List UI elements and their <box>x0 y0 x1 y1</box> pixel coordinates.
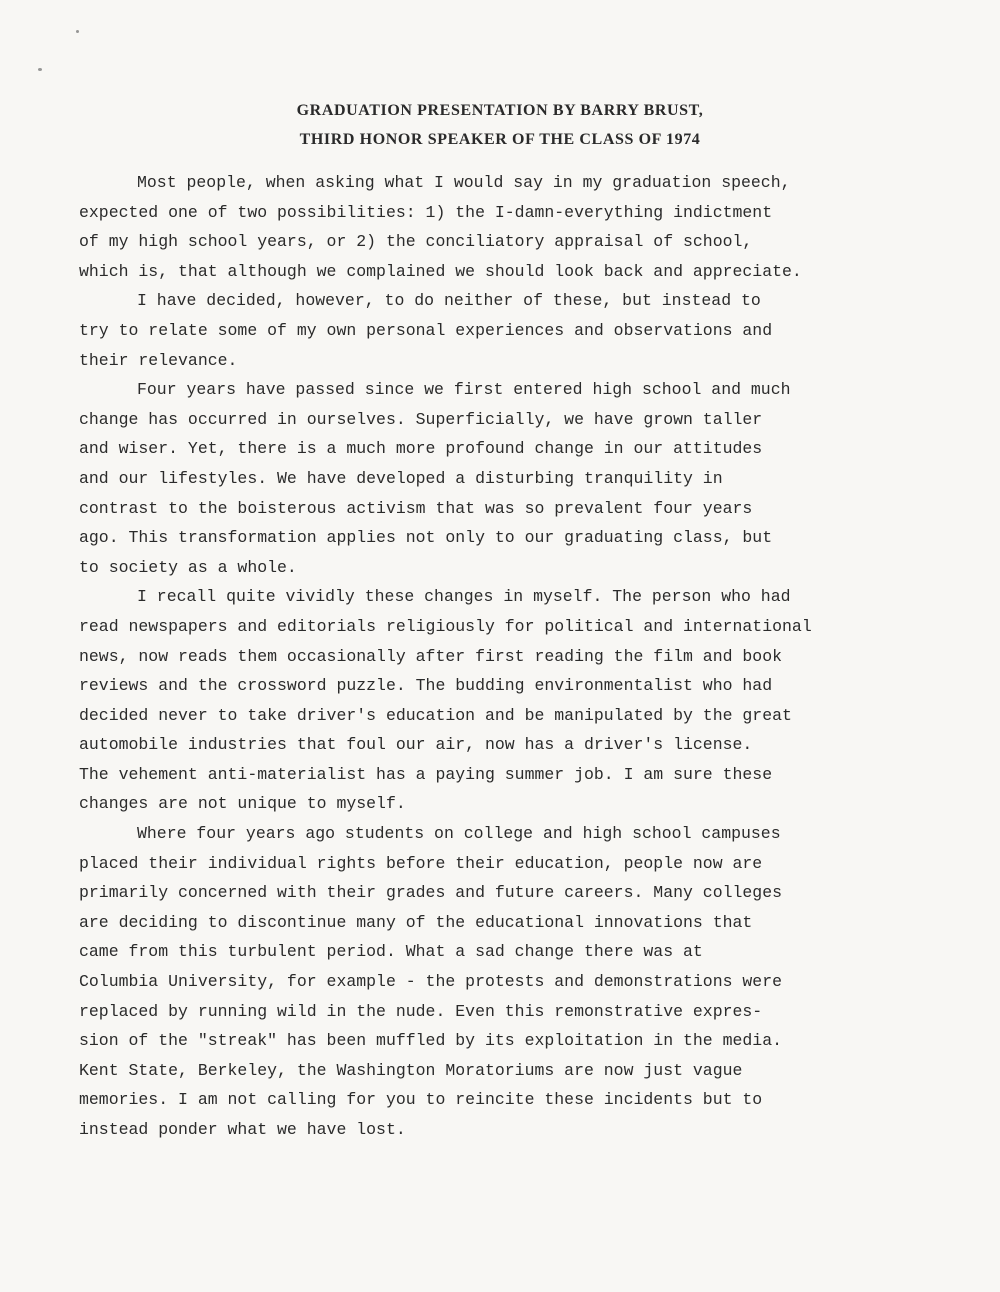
text-line: automobile industries that foul our air, now has a driver's license. <box>79 735 753 755</box>
paper-speck <box>76 30 79 33</box>
text-line: placed their individual rights before their education, people now are <box>79 853 763 873</box>
text-line: to society as a whole. <box>79 557 297 577</box>
text-line: are deciding to discontinue many of the educational innovations that <box>79 912 753 932</box>
text-line: The vehement anti-materialist has a paying summer job. I am sure these <box>79 764 773 784</box>
paragraph-3 <box>79 375 959 582</box>
text-line: decided never to take driver's education and be manipulated by the great <box>79 705 792 725</box>
text-line: primarily concerned with their grades and future careers. Many colleges <box>79 883 783 903</box>
paragraph-4 <box>79 582 959 819</box>
text-line: read newspapers and editorials religiously for political and international <box>79 616 812 636</box>
document-title-line-2: THIRD HONOR SPEAKER OF THE CLASS OF 1974 <box>299 131 701 148</box>
text-line: and our lifestyles. We have developed a disturbing tranquility in <box>79 468 723 488</box>
text-line: I have decided, however, to do neither of these, but instead to <box>137 291 761 311</box>
text-line: Kent State, Berkeley, the Washington Moratoriums are now just vague <box>79 1060 743 1080</box>
text-line: Columbia University, for example - the protests and demonstrations were <box>79 972 783 992</box>
text-line: instead ponder what we have lost. <box>79 1120 406 1139</box>
text-line: try to relate some of my own personal experiences and observations and <box>79 320 773 340</box>
text-line: and wiser. Yet, there is a much more profound change in our attitudes <box>79 439 763 459</box>
text-line: their relevance. <box>79 350 238 370</box>
paper-speck <box>38 68 42 71</box>
text-line: of my high school years, or 2) the conciliatory appraisal of school, <box>79 232 753 252</box>
text-line: news, now reads them occasionally after first reading the film and book <box>79 646 783 666</box>
paragraph-2 <box>79 286 959 375</box>
text-line: Where four years ago students on college and high school campuses <box>137 824 781 844</box>
text-line: came from this turbulent period. What a sad change there was at <box>79 942 703 962</box>
text-line: ago. This transformation applies not only to our graduating class, but <box>79 528 773 548</box>
text-line: changes are not unique to myself. <box>79 794 406 814</box>
text-line: expected one of two possibilities: 1) the I-damn-everything indictment <box>79 202 773 222</box>
text-line: sion of the "streak" has been muffled by its exploitation in the media. <box>79 1031 783 1051</box>
text-line: which is, that although we complained we should look back and appreciate. <box>79 261 802 281</box>
speech-body <box>79 168 959 1145</box>
document-title-line-1: GRADUATION PRESENTATION BY BARRY BRUST, <box>296 102 704 119</box>
paragraph-5 <box>79 819 959 1145</box>
text-line: reviews and the crossword puzzle. The budding environmentalist who had <box>79 676 773 696</box>
text-line: memories. I am not calling for you to reincite these incidents but to <box>79 1090 763 1110</box>
text-line: Four years have passed since we first entered high school and much <box>137 380 791 400</box>
paragraph-1 <box>79 168 959 286</box>
text-line: I recall quite vividly these changes in myself. The person who had <box>137 587 791 607</box>
text-line: contrast to the boisterous activism that was so prevalent four years <box>79 498 753 518</box>
text-line: Most people, when asking what I would say in my graduation speech, <box>137 173 791 192</box>
text-line: replaced by running wild in the nude. Even this remonstrative expres- <box>79 1001 763 1021</box>
text-line: change has occurred in ourselves. Superficially, we have grown taller <box>79 409 763 429</box>
